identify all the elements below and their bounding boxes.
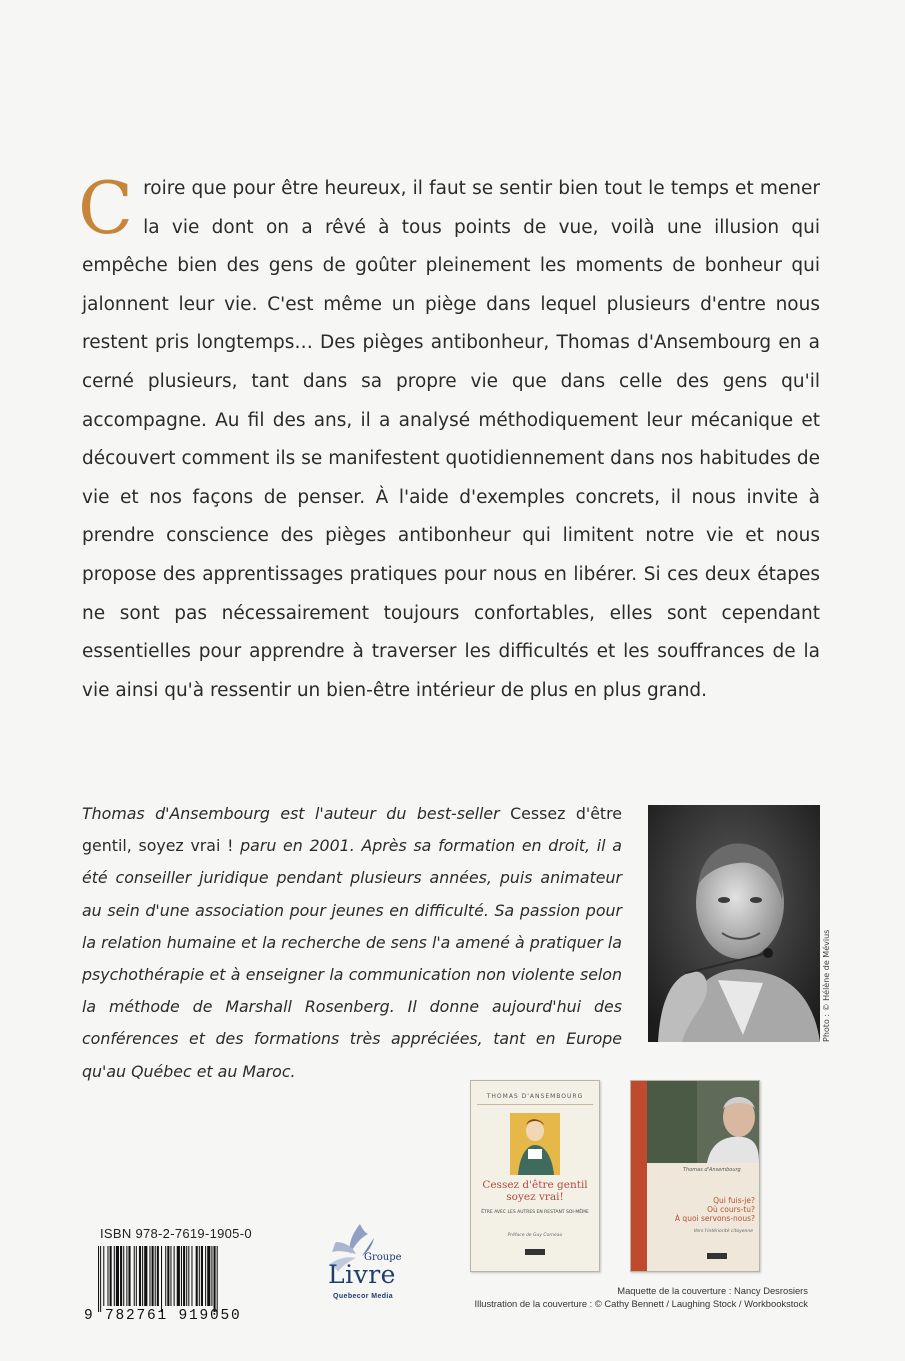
book2-publisher-logo bbox=[707, 1253, 727, 1259]
barcode-bar bbox=[196, 1246, 198, 1306]
book-description bbox=[78, 166, 820, 710]
barcode-bar bbox=[116, 1246, 119, 1306]
book2-title-line2: Où cours-tu? bbox=[707, 1205, 755, 1214]
barcode-bar bbox=[188, 1246, 189, 1306]
barcode-bar bbox=[149, 1246, 150, 1306]
barcode-bar bbox=[214, 1246, 216, 1312]
barcode-bar bbox=[107, 1246, 108, 1306]
barcode-bar bbox=[170, 1246, 171, 1306]
barcode-bar bbox=[211, 1246, 212, 1306]
barcode-bar bbox=[181, 1246, 182, 1306]
bio-part1: Thomas d'Ansembourg est l'auteur du best-seller bbox=[82, 804, 511, 823]
barcode-bar bbox=[165, 1246, 166, 1306]
description-text: roire que pour être heureux, il faut se sentir bien tout le temps et mener la vie dont on a rêvé à tous points de vue, voilà une illusion qui empêche bien des gens de goûter pleinement les moments de bonheur qui jalonnent leur vie. C'est même un piège dans lequel plusieurs d'entre nous restent pris longtemps… Des pièges antibonheur, Thomas d'Ansembourg en a cerné plusieurs, tant dans sa propre vie que dans celle des gens qu'il accompagne. Au fil des ans, il a analysé méthodiquement leur mécanique et découvert comment ils se manifestent quotidiennement dans nos habitudes de vie et nos façons de penser. À l'aide d'exemples concrets, il nous invite à prendre conscience des pièges antibonheur qui limitent notre vie et nous propose des apprentissages pratiques pour nous en libérer. Si ces deux étapes ne sont pas nécessairement toujours confortables, elles sont cependant essentielles pour apprendre à traverser les difficultés et les souffrances de la vie ainsi qu'à ressentir un bien-être intérieur de plus en plus grand. bbox=[82, 178, 820, 701]
barcode-bar bbox=[183, 1246, 185, 1306]
book-thumbnail-cessez bbox=[470, 1080, 600, 1272]
book1-preface: Préface de Guy Corneau bbox=[507, 1233, 563, 1238]
barcode-bar bbox=[128, 1246, 130, 1306]
barcode-bar bbox=[152, 1246, 154, 1306]
book2-title-line3: À quoi servons-nous? bbox=[674, 1214, 755, 1223]
barcode-bar bbox=[126, 1246, 127, 1306]
credit-illustration: Illustration de la couverture : © Cathy Bennett / Laughing Stock / Workbookstock bbox=[474, 1298, 808, 1309]
author-bio bbox=[82, 798, 622, 1088]
book2-title-line1: Qui fuis-je? bbox=[713, 1196, 755, 1205]
barcode-bar bbox=[139, 1246, 141, 1306]
barcode-bar bbox=[207, 1246, 210, 1306]
credit-maquette: Maquette de la couverture : Nancy Desrosiers bbox=[617, 1285, 808, 1296]
barcode-bar bbox=[144, 1246, 147, 1306]
book2-author-photo bbox=[647, 1081, 759, 1163]
book1-title-line2: soyez vrai! bbox=[506, 1191, 564, 1203]
book1-author: THOMAS D'ANSEMBOURG bbox=[486, 1093, 584, 1100]
book2-subtitle: Vers l'intériorité citoyenne bbox=[693, 1229, 753, 1234]
barcode-bar bbox=[167, 1246, 169, 1306]
barcode-digits: 9 782761 919050 bbox=[84, 1308, 242, 1324]
barcode-bar bbox=[103, 1246, 104, 1306]
barcode-bar bbox=[142, 1246, 143, 1306]
book1-subtitle: ÊTRE AVEC LES AUTRES EN RESTANT SOI-MÊME bbox=[481, 1210, 589, 1215]
barcode-bar bbox=[191, 1246, 192, 1306]
author-photo bbox=[648, 805, 820, 1042]
publisher-quebecor-media: Quebecor Media bbox=[333, 1293, 394, 1300]
book1-title-line1: Cessez d'être gentil bbox=[482, 1179, 588, 1191]
barcode-bar bbox=[157, 1246, 159, 1306]
drop-cap: C bbox=[78, 166, 134, 250]
barcode-bar bbox=[110, 1246, 112, 1306]
barcode-bar bbox=[98, 1246, 99, 1312]
photo-credit: Photo : © Hélène de Mévius bbox=[822, 929, 831, 1042]
barcode-bar bbox=[123, 1246, 124, 1306]
barcode-bar bbox=[186, 1246, 187, 1306]
barcode-bar bbox=[177, 1246, 180, 1306]
barcode-bar bbox=[136, 1246, 137, 1306]
book1-publisher-logo bbox=[525, 1249, 545, 1255]
book1-title bbox=[475, 1179, 595, 1203]
barcode-bar bbox=[134, 1246, 135, 1306]
barcode-bar bbox=[201, 1246, 203, 1306]
publisher-groupe: Groupe bbox=[364, 1252, 402, 1263]
book-thumbnail-qui-fuis-je bbox=[630, 1080, 760, 1272]
book2-author: Thomas d'Ansembourg bbox=[683, 1167, 741, 1173]
book2-spine-strip bbox=[631, 1081, 647, 1271]
barcode-bar bbox=[114, 1246, 115, 1306]
barcode-bar bbox=[199, 1246, 200, 1306]
barcode-bar bbox=[120, 1246, 122, 1306]
cover-credits bbox=[475, 1284, 808, 1310]
barcode-bar bbox=[100, 1246, 101, 1312]
book2-title bbox=[651, 1196, 755, 1223]
bio-book-title: Cessez d'être gentil, soyez vrai ! bbox=[82, 804, 622, 856]
book1-illustration-icon bbox=[510, 1113, 560, 1175]
barcode-bar bbox=[217, 1246, 218, 1312]
barcode-bar bbox=[155, 1246, 156, 1306]
barcode-bar bbox=[174, 1246, 175, 1306]
book1-rule bbox=[477, 1104, 593, 1105]
bio-part2: paru en 2001. Après sa formation en droit, il a été conseiller juridique pendant plusieurs années, puis animateur au sein d'une association pour jeunes en difficulté. Sa passion pour la relation humaine et la recherche de sens l'a amené à pratiquer la psychothérapie et à enseigner la communication non violente selon la méthode de Marshall Rosenberg. Il donne aujourd'hui des conférences et des formations très appréciées, tant en Europe qu'au Québec et au Maroc. bbox=[82, 836, 622, 1081]
isbn-label: ISBN 978-2-7619-1905-0 bbox=[100, 1226, 252, 1241]
barcode-icon bbox=[98, 1246, 274, 1312]
barcode-bar bbox=[205, 1246, 206, 1306]
publisher-livre: Livre bbox=[328, 1260, 396, 1289]
author-portrait-image bbox=[648, 805, 820, 1042]
barcode-bar bbox=[161, 1246, 162, 1312]
